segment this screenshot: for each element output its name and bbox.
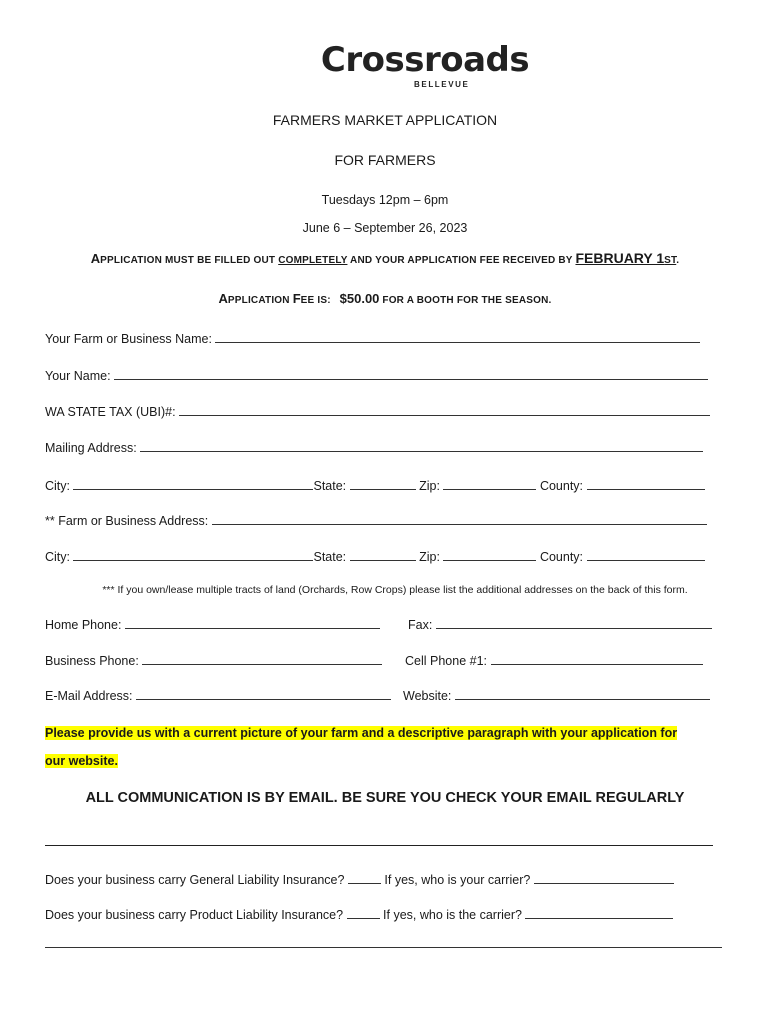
communication-notice: ALL COMMUNICATION IS BY EMAIL. BE SURE YOU CHECK YOUR EMAIL REGULARLY — [85, 790, 685, 806]
notice-st: ST — [664, 255, 677, 266]
mailing-row — [45, 439, 703, 455]
business-phone-field[interactable] — [142, 652, 382, 665]
product-carrier-label: If yes, who is the carrier? — [383, 908, 522, 922]
fee-notice — [0, 290, 770, 308]
website-row — [403, 687, 710, 703]
mailing-city-row — [45, 477, 705, 493]
farm-address-label: ** Farm or Business Address: — [45, 514, 209, 528]
home-phone-row — [45, 616, 380, 632]
farm-name-label: Your Farm or Business Name: — [45, 332, 212, 346]
form-title: FARMERS MARKET APPLICATION — [272, 112, 498, 128]
product-insurance-row — [45, 906, 673, 922]
farm-name-row — [45, 330, 700, 346]
business-phone-row — [45, 652, 382, 668]
state-field-2[interactable] — [350, 548, 416, 561]
fee-amount: $50.00 — [339, 291, 380, 306]
email-row — [45, 687, 391, 703]
county-field-2[interactable] — [587, 548, 705, 561]
business-phone-label: Business Phone: — [45, 654, 139, 668]
zip-field-2[interactable] — [443, 548, 536, 561]
general-carrier-field[interactable] — [534, 871, 674, 884]
notice-completely: COMPLETELY — [278, 255, 348, 266]
tax-row — [45, 403, 710, 419]
product-insurance-field[interactable] — [347, 906, 380, 919]
cell-phone-label: Cell Phone #1: — [405, 654, 488, 668]
tax-label: WA STATE TAX (UBI)#: — [45, 405, 176, 419]
email-label: E-Mail Address: — [45, 689, 133, 703]
fee-initial-a: A — [218, 291, 228, 306]
fee-initial-f: F — [292, 291, 301, 306]
multiple-tracts-note: *** If you own/lease multiple tracts of land (Orchards, Row Crops) please list the additional addresses on the back of this form. — [102, 584, 688, 596]
general-insurance-row — [45, 871, 674, 887]
notice-deadline: FEBRUARY 1 — [575, 250, 665, 266]
county-field[interactable] — [587, 477, 705, 490]
fax-row — [408, 616, 712, 632]
notice-end: . — [676, 255, 680, 266]
mailing-field[interactable] — [140, 439, 703, 452]
general-insurance-field[interactable] — [348, 871, 381, 884]
notice-text-1: PPLICATION MUST BE FILLED OUT — [100, 255, 279, 266]
product-carrier-field[interactable] — [525, 906, 673, 919]
logo-wordmark: Crossroads — [320, 40, 530, 80]
fee-label-1: PPLICATION — [227, 295, 293, 306]
city-field-2[interactable] — [73, 548, 313, 561]
fax-field[interactable] — [436, 616, 712, 629]
cell-phone-row — [405, 652, 703, 668]
cell-phone-field[interactable] — [491, 652, 703, 665]
city-label-2: City: — [45, 550, 70, 564]
farm-name-field[interactable] — [215, 330, 700, 343]
email-field[interactable] — [136, 687, 391, 700]
photo-request-line-1 — [45, 724, 677, 742]
city-label: City: — [45, 479, 70, 493]
your-name-label: Your Name: — [45, 369, 111, 383]
zip-label: Zip: — [419, 479, 440, 493]
zip-label-2: Zip: — [419, 550, 440, 564]
logo-subtitle: BELLEVUE — [414, 80, 470, 89]
home-phone-label: Home Phone: — [45, 618, 122, 632]
logo — [0, 40, 770, 80]
tax-field[interactable] — [179, 403, 710, 416]
deadline-notice — [0, 250, 770, 268]
divider-line — [45, 845, 713, 846]
fax-label: Fax: — [408, 618, 433, 632]
photo-request-text-2: our website. — [45, 754, 118, 768]
your-name-row — [45, 367, 708, 383]
zip-field[interactable] — [443, 477, 536, 490]
state-label: State: — [313, 479, 347, 493]
farm-city-row — [45, 548, 705, 564]
your-name-field[interactable] — [114, 367, 708, 380]
photo-request-line-2 — [45, 752, 118, 770]
bottom-line-field[interactable] — [45, 935, 722, 948]
fee-label-2: EE IS: — [300, 295, 331, 306]
notice-initial: A — [90, 251, 101, 266]
city-field[interactable] — [73, 477, 313, 490]
fee-rest: FOR A BOOTH FOR THE SEASON. — [379, 295, 552, 306]
notice-text-2: AND YOUR APPLICATION FEE RECEIVED BY — [347, 255, 576, 266]
mailing-label: Mailing Address: — [45, 441, 137, 455]
farm-address-row — [45, 512, 707, 528]
market-schedule: Tuesdays 12pm – 6pm — [321, 193, 449, 207]
general-carrier-label: If yes, who is your carrier? — [384, 873, 531, 887]
website-field[interactable] — [455, 687, 710, 700]
photo-request-text-1: Please provide us with a current picture of your farm and a descriptive paragraph with your application for — [45, 726, 678, 740]
product-insurance-label: Does your business carry Product Liability Insurance? — [45, 908, 344, 922]
website-label: Website: — [403, 689, 452, 703]
county-label: County: — [539, 479, 584, 493]
form-subtitle: FOR FARMERS — [334, 152, 436, 168]
state-label-2: State: — [313, 550, 347, 564]
county-label-2: County: — [539, 550, 584, 564]
market-dates: June 6 – September 26, 2023 — [302, 221, 468, 235]
home-phone-field[interactable] — [125, 616, 380, 629]
state-field[interactable] — [350, 477, 416, 490]
farm-address-field[interactable] — [212, 512, 707, 525]
general-insurance-label: Does your business carry General Liability Insurance? — [45, 873, 345, 887]
